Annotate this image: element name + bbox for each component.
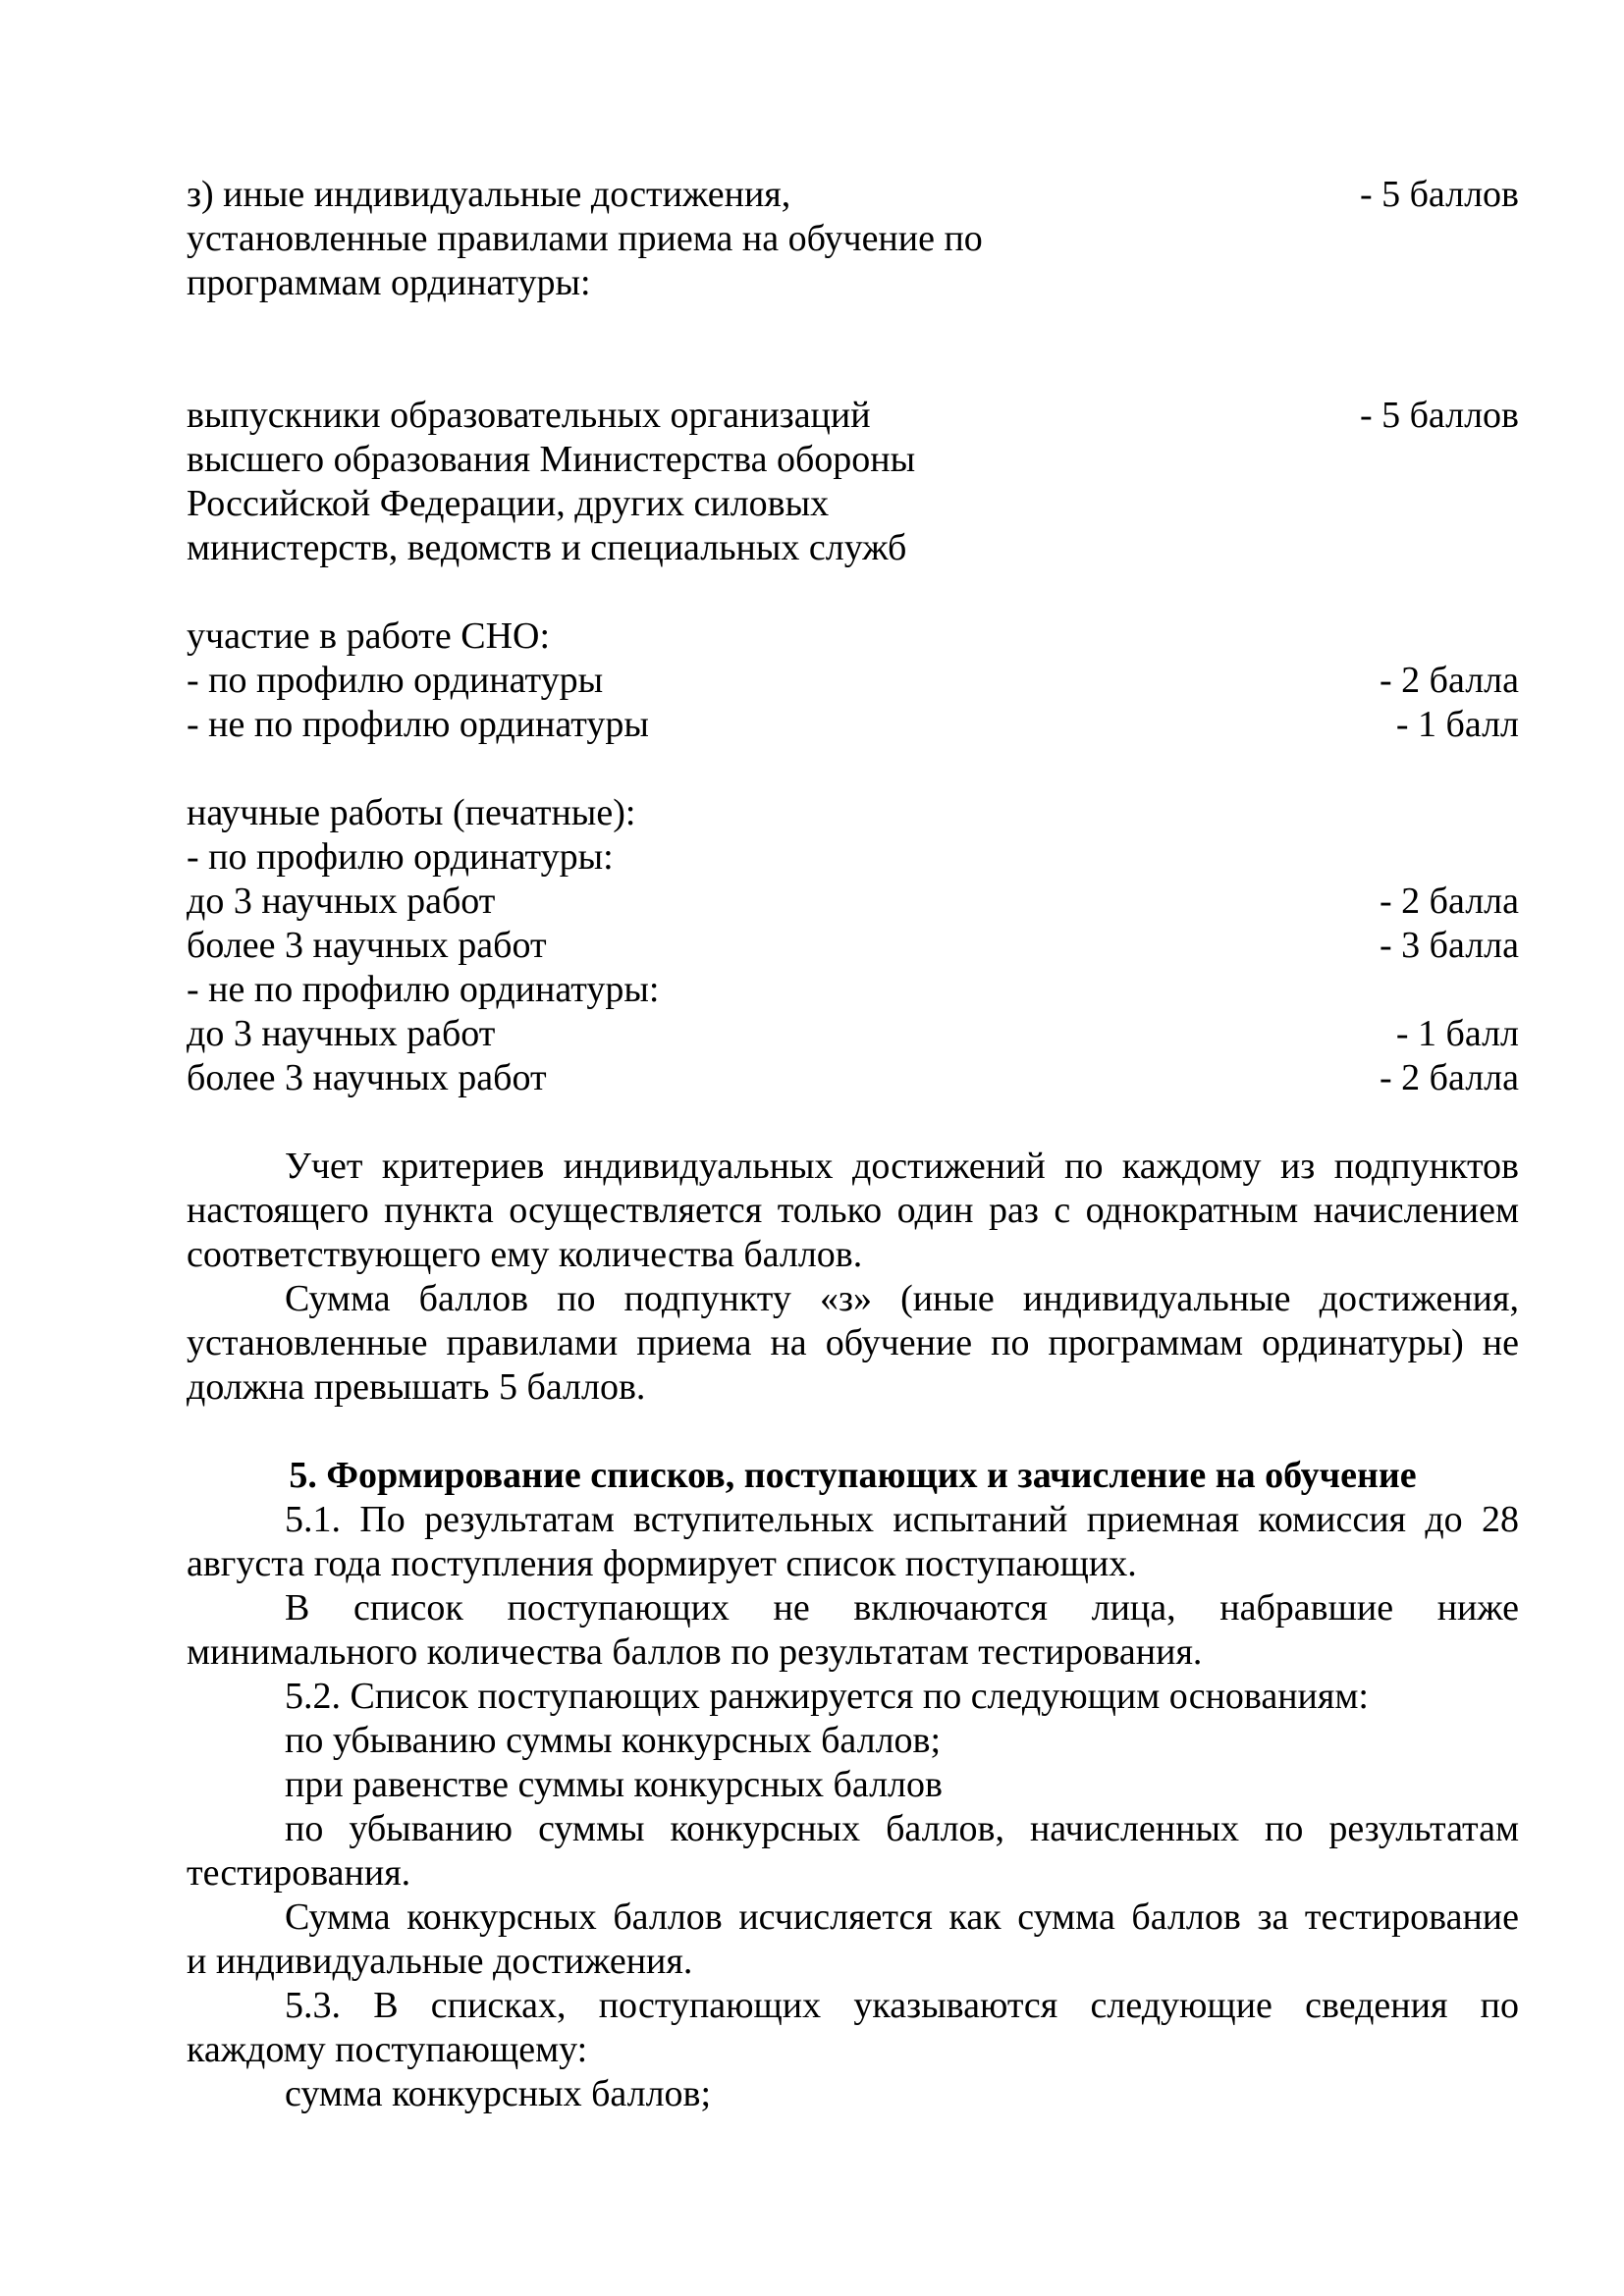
criterion-text: до 3 научных работ xyxy=(187,1013,496,1054)
text-line: установленные правилами приема на обучение по xyxy=(187,218,983,259)
criterion-text: - по профилю ординатуры xyxy=(187,660,604,701)
final-item: сумма конкурсных баллов; xyxy=(285,2073,712,2114)
spacer xyxy=(187,1100,1519,1145)
criterion-text: - не по профилю ординатуры xyxy=(187,704,649,745)
score-value: - 2 балла xyxy=(1380,660,1519,701)
paragraph-line: минимального количества баллов по результатам тестирования. xyxy=(187,1631,1203,1673)
paragraph-line: должна превышать 5 баллов. xyxy=(187,1366,646,1408)
paragraph-line: Сумма баллов по подпункту «з» (иные индивидуальные достижения, xyxy=(285,1278,1519,1319)
text-line: Российской Федерации, других силовых xyxy=(187,483,830,524)
paragraph-line: каждому поступающему: xyxy=(187,2029,588,2070)
science-title: научные работы (печатные): xyxy=(187,792,636,833)
text-line: выпускники образовательных организаций xyxy=(187,395,871,436)
paragraph-line: Учет критериев индивидуальных достижений по каждому из подпунктов xyxy=(285,1146,1519,1187)
score-value: - 1 балл xyxy=(1395,704,1519,745)
text-line: программам ординатуры: xyxy=(187,262,591,303)
sno-row xyxy=(187,703,1519,747)
score-value: - 1 балл xyxy=(1395,1013,1519,1054)
paragraph-spisok xyxy=(187,1586,1519,1675)
score-value: - 5 баллов xyxy=(1359,174,1519,215)
paragraph-line: августа года поступления формирует список поступающих. xyxy=(187,1543,1137,1584)
paragraph-line: тестирования. xyxy=(187,1852,411,1894)
spacer xyxy=(187,747,1519,791)
block-other-achievements-lines xyxy=(187,173,1340,305)
paragraph-5-1 xyxy=(187,1498,1519,1586)
paragraph-5-2: 5.2. Список поступающих ранжируется по следующим основаниям: xyxy=(285,1676,1369,1717)
score-value: - 2 балла xyxy=(1380,1057,1519,1098)
science-row xyxy=(187,924,1519,968)
ranking-criterion: при равенстве суммы конкурсных баллов xyxy=(285,1764,943,1805)
paragraph-line: Сумма конкурсных баллов исчисляется как сумма баллов за тестирование xyxy=(285,1896,1519,1938)
text-line: министерств, ведомств и специальных служб xyxy=(187,527,907,568)
paragraph-sum xyxy=(187,1896,1519,1984)
paragraph-line: установленные правилами приема на обучение по программам ординатуры) не xyxy=(187,1322,1519,1363)
sno-title: участие в работе СНО: xyxy=(187,615,551,657)
ranking-criterion: по убыванию суммы конкурсных баллов; xyxy=(285,1720,942,1761)
science-subtitle: - не по профилю ординатуры: xyxy=(187,969,660,1010)
paragraph-line: и индивидуальные достижения. xyxy=(187,1941,693,1982)
spacer xyxy=(187,570,1519,614)
science-row xyxy=(187,880,1519,924)
criterion-text: до 3 научных работ xyxy=(187,881,496,922)
paragraph-line: соответствующего ему количества баллов. xyxy=(187,1234,863,1275)
block-graduates xyxy=(187,394,1519,570)
paragraph-summa xyxy=(187,1277,1519,1410)
score-value: - 2 балла xyxy=(1380,881,1519,922)
science-row xyxy=(187,1012,1519,1056)
paragraph-line: В список поступающих не включаются лица, набравшие ниже xyxy=(285,1587,1519,1629)
criterion-text: более 3 научных работ xyxy=(187,1057,547,1098)
document-content xyxy=(187,173,1519,2116)
science-subtitle: - по профилю ординатуры: xyxy=(187,836,614,878)
spacer xyxy=(187,1410,1519,1454)
text-line: высшего образования Министерства обороны xyxy=(187,439,916,480)
paragraph-line: настоящего пункта осуществляется только один раз с однократным начислением xyxy=(187,1190,1519,1231)
paragraph-5-3 xyxy=(187,1984,1519,2072)
ranking-criterion-long xyxy=(187,1807,1519,1896)
score-value: - 5 баллов xyxy=(1359,395,1519,436)
criterion-text: более 3 научных работ xyxy=(187,925,547,966)
science-row xyxy=(187,1056,1519,1100)
section-5-heading: 5. Формирование списков, поступающих и зачисление на обучение xyxy=(289,1455,1417,1496)
block-graduates-lines xyxy=(187,394,1340,570)
paragraph-line: по убыванию суммы конкурсных баллов, начисленных по результатам xyxy=(285,1808,1519,1849)
block-other-achievements xyxy=(187,173,1519,305)
sno-row xyxy=(187,659,1519,703)
paragraph-line: 5.1. По результатам вступительных испытаний приемная комиссия до 28 xyxy=(285,1499,1519,1540)
paragraph-line: 5.3. В списках, поступающих указываются следующие сведения по xyxy=(285,1985,1519,2026)
score-value: - 3 балла xyxy=(1380,925,1519,966)
text-line: з) иные индивидуальные достижения, xyxy=(187,174,791,215)
spacer xyxy=(187,305,1519,394)
paragraph-uchet xyxy=(187,1145,1519,1277)
